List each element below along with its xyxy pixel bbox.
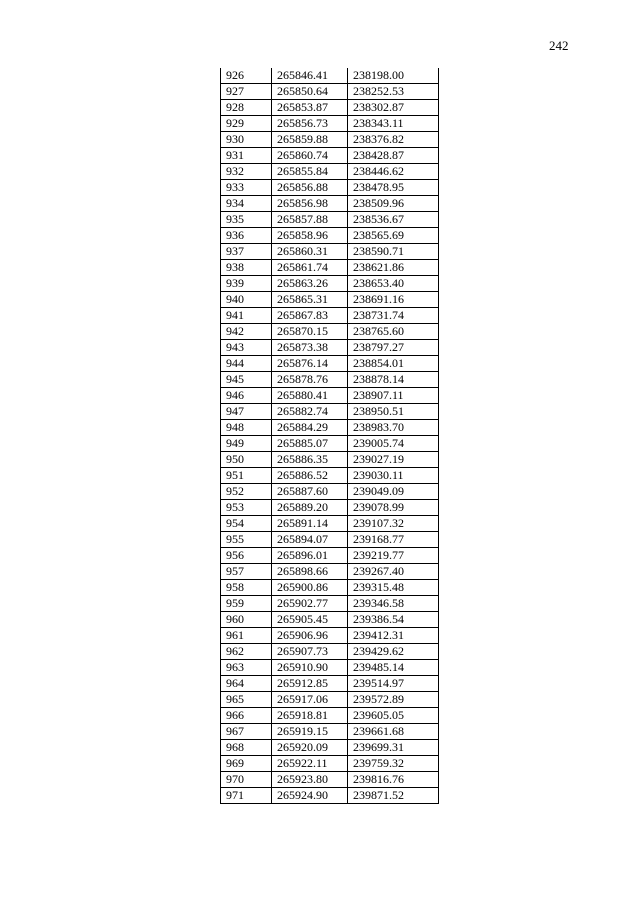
- y-coordinate-cell: 238691.16: [348, 292, 439, 308]
- y-coordinate-cell: 238731.74: [348, 308, 439, 324]
- point-number-cell: 968: [221, 740, 272, 756]
- point-number-cell: 952: [221, 484, 272, 500]
- y-coordinate-cell: 239514.97: [348, 676, 439, 692]
- x-coordinate-cell: 265857.88: [272, 212, 348, 228]
- x-coordinate-cell: 265867.83: [272, 308, 348, 324]
- table-row: [221, 500, 439, 516]
- y-coordinate-cell: 239871.52: [348, 788, 439, 804]
- y-coordinate-cell: 239219.77: [348, 548, 439, 564]
- point-number-cell: 939: [221, 276, 272, 292]
- x-coordinate-cell: 265850.64: [272, 84, 348, 100]
- x-coordinate-cell: 265918.81: [272, 708, 348, 724]
- table-row: [221, 388, 439, 404]
- table-row: [221, 132, 439, 148]
- y-coordinate-cell: 238252.53: [348, 84, 439, 100]
- x-coordinate-cell: 265891.14: [272, 516, 348, 532]
- y-coordinate-cell: 239168.77: [348, 532, 439, 548]
- point-number-cell: 966: [221, 708, 272, 724]
- x-coordinate-cell: 265907.73: [272, 644, 348, 660]
- x-coordinate-cell: 265886.35: [272, 452, 348, 468]
- y-coordinate-cell: 239386.54: [348, 612, 439, 628]
- table-row: [221, 788, 439, 804]
- point-number-cell: 942: [221, 324, 272, 340]
- y-coordinate-cell: 239661.68: [348, 724, 439, 740]
- table-row: [221, 340, 439, 356]
- table-row: [221, 468, 439, 484]
- table-row: [221, 676, 439, 692]
- point-number-cell: 951: [221, 468, 272, 484]
- y-coordinate-cell: 238950.51: [348, 404, 439, 420]
- y-coordinate-cell: 239412.31: [348, 628, 439, 644]
- point-number-cell: 965: [221, 692, 272, 708]
- point-number-cell: 964: [221, 676, 272, 692]
- point-number-cell: 956: [221, 548, 272, 564]
- point-number-cell: 944: [221, 356, 272, 372]
- y-coordinate-cell: 238343.11: [348, 116, 439, 132]
- table-row: [221, 356, 439, 372]
- x-coordinate-cell: 265894.07: [272, 532, 348, 548]
- point-number-cell: 941: [221, 308, 272, 324]
- table-row: [221, 244, 439, 260]
- y-coordinate-cell: 238765.60: [348, 324, 439, 340]
- y-coordinate-cell: 239049.09: [348, 484, 439, 500]
- point-number-cell: 928: [221, 100, 272, 116]
- y-coordinate-cell: 238983.70: [348, 420, 439, 436]
- x-coordinate-cell: 265887.60: [272, 484, 348, 500]
- x-coordinate-cell: 265902.77: [272, 596, 348, 612]
- y-coordinate-cell: 239572.89: [348, 692, 439, 708]
- table-row: [221, 324, 439, 340]
- table-row: [221, 436, 439, 452]
- table-row: [221, 372, 439, 388]
- y-coordinate-cell: 238590.71: [348, 244, 439, 260]
- point-number-cell: 953: [221, 500, 272, 516]
- table-row: [221, 116, 439, 132]
- x-coordinate-cell: 265855.84: [272, 164, 348, 180]
- point-number-cell: 969: [221, 756, 272, 772]
- x-coordinate-cell: 265910.90: [272, 660, 348, 676]
- point-number-cell: 943: [221, 340, 272, 356]
- x-coordinate-cell: 265853.87: [272, 100, 348, 116]
- y-coordinate-cell: 239816.76: [348, 772, 439, 788]
- y-coordinate-cell: 238302.87: [348, 100, 439, 116]
- point-number-cell: 950: [221, 452, 272, 468]
- table-row: [221, 292, 439, 308]
- x-coordinate-cell: 265878.76: [272, 372, 348, 388]
- x-coordinate-cell: 265870.15: [272, 324, 348, 340]
- page-number: 242: [549, 38, 569, 53]
- point-number-cell: 927: [221, 84, 272, 100]
- y-coordinate-cell: 239699.31: [348, 740, 439, 756]
- table-row: [221, 740, 439, 756]
- x-coordinate-cell: 265863.26: [272, 276, 348, 292]
- table-row: [221, 484, 439, 500]
- y-coordinate-cell: 238621.86: [348, 260, 439, 276]
- table-row: [221, 596, 439, 612]
- point-number-cell: 936: [221, 228, 272, 244]
- y-coordinate-cell: 239429.62: [348, 644, 439, 660]
- x-coordinate-cell: 265860.31: [272, 244, 348, 260]
- x-coordinate-cell: 265898.66: [272, 564, 348, 580]
- y-coordinate-cell: 239346.58: [348, 596, 439, 612]
- y-coordinate-cell: 238446.62: [348, 164, 439, 180]
- x-coordinate-cell: 265889.20: [272, 500, 348, 516]
- x-coordinate-cell: 265884.29: [272, 420, 348, 436]
- point-number-cell: 947: [221, 404, 272, 420]
- y-coordinate-cell: 239605.05: [348, 708, 439, 724]
- x-coordinate-cell: 265882.74: [272, 404, 348, 420]
- point-number-cell: 938: [221, 260, 272, 276]
- point-number-cell: 970: [221, 772, 272, 788]
- table-row: [221, 196, 439, 212]
- y-coordinate-cell: 238653.40: [348, 276, 439, 292]
- y-coordinate-cell: 238854.01: [348, 356, 439, 372]
- y-coordinate-cell: 239030.11: [348, 468, 439, 484]
- x-coordinate-cell: 265906.96: [272, 628, 348, 644]
- point-number-cell: 961: [221, 628, 272, 644]
- point-number-cell: 937: [221, 244, 272, 260]
- point-number-cell: 945: [221, 372, 272, 388]
- table-row: [221, 164, 439, 180]
- x-coordinate-cell: 265924.90: [272, 788, 348, 804]
- x-coordinate-cell: 265900.86: [272, 580, 348, 596]
- table-row: [221, 100, 439, 116]
- x-coordinate-cell: 265896.01: [272, 548, 348, 564]
- point-number-cell: 971: [221, 788, 272, 804]
- y-coordinate-cell: 238907.11: [348, 388, 439, 404]
- point-number-cell: 934: [221, 196, 272, 212]
- table-body: [221, 68, 439, 804]
- y-coordinate-cell: 238878.14: [348, 372, 439, 388]
- table-row: [221, 612, 439, 628]
- x-coordinate-cell: 265885.07: [272, 436, 348, 452]
- y-coordinate-cell: 239078.99: [348, 500, 439, 516]
- point-number-cell: 930: [221, 132, 272, 148]
- table-row: [221, 308, 439, 324]
- table-row: [221, 660, 439, 676]
- table-row: [221, 532, 439, 548]
- point-number-cell: 929: [221, 116, 272, 132]
- table-row: [221, 644, 439, 660]
- x-coordinate-cell: 265873.38: [272, 340, 348, 356]
- point-number-cell: 933: [221, 180, 272, 196]
- x-coordinate-cell: 265861.74: [272, 260, 348, 276]
- point-number-cell: 948: [221, 420, 272, 436]
- point-number-cell: 957: [221, 564, 272, 580]
- x-coordinate-cell: 265920.09: [272, 740, 348, 756]
- table-row: [221, 148, 439, 164]
- table-row: [221, 516, 439, 532]
- x-coordinate-cell: 265917.06: [272, 692, 348, 708]
- point-number-cell: 931: [221, 148, 272, 164]
- x-coordinate-cell: 265912.85: [272, 676, 348, 692]
- point-number-cell: 955: [221, 532, 272, 548]
- y-coordinate-cell: 238478.95: [348, 180, 439, 196]
- x-coordinate-cell: 265865.31: [272, 292, 348, 308]
- x-coordinate-cell: 265846.41: [272, 68, 348, 84]
- y-coordinate-cell: 238509.96: [348, 196, 439, 212]
- x-coordinate-cell: 265905.45: [272, 612, 348, 628]
- point-number-cell: 946: [221, 388, 272, 404]
- y-coordinate-cell: 239759.32: [348, 756, 439, 772]
- y-coordinate-cell: 239315.48: [348, 580, 439, 596]
- table-row: [221, 628, 439, 644]
- table-row: [221, 756, 439, 772]
- x-coordinate-cell: 265923.80: [272, 772, 348, 788]
- table-row: [221, 228, 439, 244]
- table-row: [221, 724, 439, 740]
- x-coordinate-cell: 265922.11: [272, 756, 348, 772]
- x-coordinate-cell: 265876.14: [272, 356, 348, 372]
- y-coordinate-cell: 239027.19: [348, 452, 439, 468]
- x-coordinate-cell: 265856.88: [272, 180, 348, 196]
- table-row: [221, 180, 439, 196]
- x-coordinate-cell: 265880.41: [272, 388, 348, 404]
- table-row: [221, 68, 439, 84]
- y-coordinate-cell: 238428.87: [348, 148, 439, 164]
- point-number-cell: 940: [221, 292, 272, 308]
- table-row: [221, 692, 439, 708]
- y-coordinate-cell: 239485.14: [348, 660, 439, 676]
- table-row: [221, 772, 439, 788]
- table-row: [221, 276, 439, 292]
- point-number-cell: 967: [221, 724, 272, 740]
- table-row: [221, 84, 439, 100]
- y-coordinate-cell: 239267.40: [348, 564, 439, 580]
- table-row: [221, 420, 439, 436]
- y-coordinate-cell: 238536.67: [348, 212, 439, 228]
- table-row: [221, 548, 439, 564]
- point-number-cell: 932: [221, 164, 272, 180]
- y-coordinate-cell: 239107.32: [348, 516, 439, 532]
- table-row: [221, 404, 439, 420]
- point-number-cell: 954: [221, 516, 272, 532]
- y-coordinate-cell: 238198.00: [348, 68, 439, 84]
- y-coordinate-cell: 238797.27: [348, 340, 439, 356]
- table-row: [221, 708, 439, 724]
- table-row: [221, 260, 439, 276]
- x-coordinate-cell: 265858.96: [272, 228, 348, 244]
- x-coordinate-cell: 265859.88: [272, 132, 348, 148]
- point-number-cell: 935: [221, 212, 272, 228]
- x-coordinate-cell: 265856.73: [272, 116, 348, 132]
- y-coordinate-cell: 239005.74: [348, 436, 439, 452]
- coordinates-table: [220, 68, 439, 804]
- point-number-cell: 963: [221, 660, 272, 676]
- y-coordinate-cell: 238565.69: [348, 228, 439, 244]
- x-coordinate-cell: 265860.74: [272, 148, 348, 164]
- point-number-cell: 960: [221, 612, 272, 628]
- table-row: [221, 564, 439, 580]
- point-number-cell: 949: [221, 436, 272, 452]
- table-row: [221, 452, 439, 468]
- table-row: [221, 212, 439, 228]
- y-coordinate-cell: 238376.82: [348, 132, 439, 148]
- point-number-cell: 959: [221, 596, 272, 612]
- x-coordinate-cell: 265886.52: [272, 468, 348, 484]
- x-coordinate-cell: 265919.15: [272, 724, 348, 740]
- table-row: [221, 580, 439, 596]
- point-number-cell: 962: [221, 644, 272, 660]
- point-number-cell: 926: [221, 68, 272, 84]
- x-coordinate-cell: 265856.98: [272, 196, 348, 212]
- point-number-cell: 958: [221, 580, 272, 596]
